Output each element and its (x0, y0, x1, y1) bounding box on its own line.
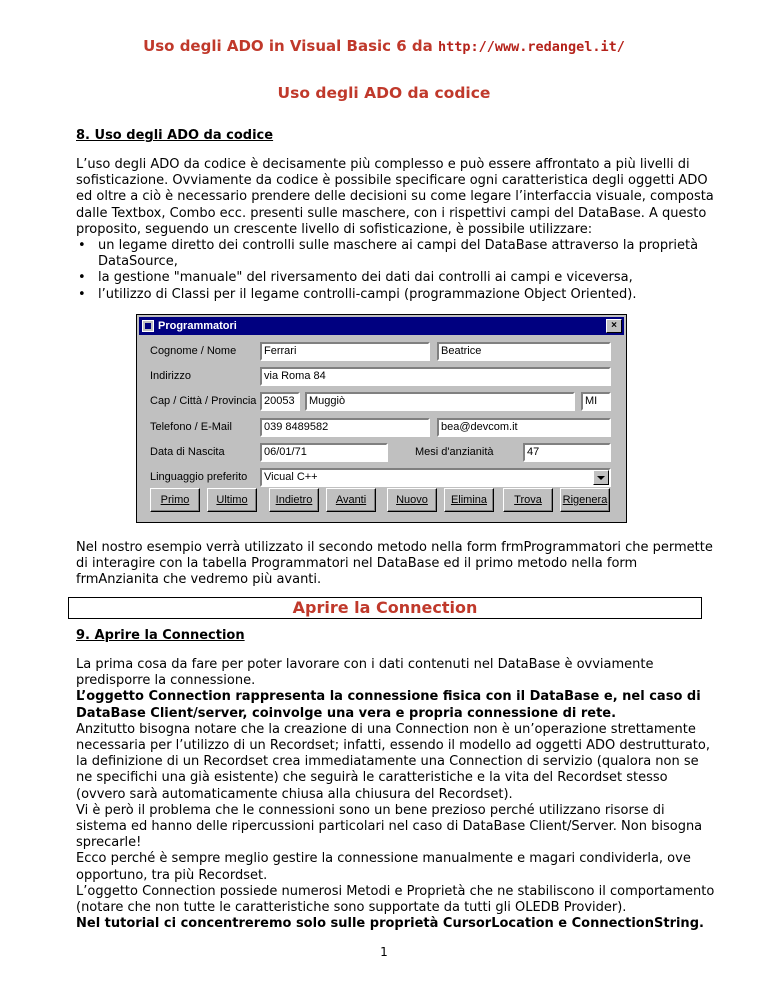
section-9-p2: L’oggetto Connection rappresenta la connessione fisica con il DataBase e, nel caso di DataBase Client/server, coinvolge una vera e propria connessione di rete. (76, 689, 701, 721)
section-9-heading: 9. Aprire la Connection (76, 628, 245, 643)
page-header (0, 37, 768, 55)
section-8-after: Nel nostro esempio verrà utilizzato il secondo metodo nella form frmProgrammatori che permette di interagire con la tabella Programmatori nel DataBase ed il primo metodo nella form frmAnzianita che vedremo più avanti. (76, 540, 713, 588)
header-text: Uso degli ADO in Visual Basic 6 da (143, 37, 433, 55)
label-address: Indirizzo (150, 370, 191, 382)
email-field[interactable]: bea@devcom.it (437, 418, 611, 437)
section-9-p4: Vi è però il problema che le connessioni sono un bene prezioso perché utilizzano risorse di sistema ed hanno delle ripercussioni particolari nel caso di DataBase Client/Server. Non bisogna sprecarle! (76, 802, 703, 851)
citta-field[interactable]: Muggiò (305, 392, 575, 411)
cognome-field[interactable]: Ferrari (260, 342, 430, 361)
window-title: Programmatori (158, 320, 237, 332)
section-9-p1: La prima cosa da fare per poter lavorare con i dati contenuti nel DataBase è ovviamente predisporre la connessione. (76, 657, 654, 689)
label-name: Cognome / Nome (150, 345, 237, 357)
chevron-down-icon[interactable] (593, 470, 609, 485)
list-item: • un legame diretto dei controlli sulle maschere ai campi del DataBase attraverso la proprietà DataSource, (76, 238, 716, 270)
section-8-body (76, 157, 716, 303)
programmatori-window (136, 314, 627, 523)
list-item: • l’utilizzo di Classi per il legame controlli-campi (programmazione Object Oriented). (76, 287, 716, 303)
page-number: 1 (380, 945, 388, 959)
section-8-heading: 8. Uso degli ADO da codice (76, 128, 274, 143)
nascita-field[interactable]: 06/01/71 (260, 443, 388, 462)
section-9-p3: Anzitutto bisogna notare che la creazione di una Connection non è un’operazione strettamente necessaria per l’utilizzo di un Recordset; infatti, essendo il modello ad oggetti ADO destrutturato, la definizione di un Recordset crea immediatamente una Connection di servizio (qualora non se ne specifichi una già esistente) che seguirà le caratteristiche e la vita del Recordset stesso (ovvero sarà automaticamente chiusa alla chiusura del Recordset). (76, 721, 710, 802)
page-title: Uso degli ADO da codice (277, 84, 491, 102)
section-9-p7: Nel tutorial ci concentreremo solo sulle proprietà CursorLocation e ConnectionString. (76, 916, 704, 932)
label-months: Mesi d'anzianità (415, 446, 494, 458)
mesi-field[interactable]: 47 (523, 443, 611, 462)
provincia-field[interactable]: MI (581, 392, 611, 411)
telefono-field[interactable]: 039 8489582 (260, 418, 430, 437)
section-9-body (76, 657, 716, 932)
primo-button[interactable]: Primo (150, 488, 200, 512)
list-item: • la gestione "manuale" del riversamento dei dati dai controlli ai campi e viceversa, (76, 270, 716, 286)
section-9-p6: L’oggetto Connection possiede numerosi Metodi e Proprietà che ne stabiliscono il comportamento (notare che non tutte le caratteristiche sono supportate da tutti gli OLEDB Provider). (76, 883, 715, 916)
elimina-button[interactable]: Elimina (444, 488, 494, 512)
linguaggio-value: Vicual C++ (264, 471, 318, 483)
window-titlebar (139, 317, 624, 335)
indirizzo-field[interactable]: via Roma 84 (260, 367, 611, 386)
app-icon (142, 320, 154, 332)
avanti-button[interactable]: Avanti (326, 488, 376, 512)
nuovo-button[interactable]: Nuovo (387, 488, 437, 512)
label-phone: Telefono / E-Mail (150, 421, 232, 433)
ultimo-button[interactable]: Ultimo (207, 488, 257, 512)
label-cap: Cap / Città / Provincia (150, 395, 257, 407)
bullet-list (76, 238, 716, 303)
section-9-p5: Ecco perché è sempre meglio gestire la connessione manualmente e magari condividerla, ove opportuno, tra più Recordset. (76, 851, 691, 883)
header-url[interactable]: http://www.redangel.it/ (438, 39, 625, 55)
cap-field[interactable]: 20053 (260, 392, 300, 411)
label-birth: Data di Nascita (150, 446, 225, 458)
nome-field[interactable]: Beatrice (437, 342, 611, 361)
boxed-heading: Aprire la Connection (68, 597, 702, 619)
indietro-button[interactable]: Indietro (269, 488, 319, 512)
trova-button[interactable]: Trova (503, 488, 553, 512)
linguaggio-combo[interactable] (260, 468, 611, 487)
rigenera-button[interactable]: Rigenera (560, 488, 610, 512)
label-lang: Linguaggio preferito (150, 471, 248, 483)
section-8-intro: L’uso degli ADO da codice è decisamente più complesso e può essere affrontato a più livelli di sofisticazione. Ovviamente da codice è possibile specificare ogni caratteristica degli oggetti ADO ed oltre a ciò è necessario prendere delle decisioni su come legare l’interfaccia visuale, composta dalle Textbox, Combo ecc. presenti sulle maschere, con i rispettivi campi del DataBase. A questo proposito, seguendo un crescente livello di sofisticazione, è possibile utilizzare: (76, 157, 714, 237)
close-button[interactable]: × (606, 319, 622, 333)
